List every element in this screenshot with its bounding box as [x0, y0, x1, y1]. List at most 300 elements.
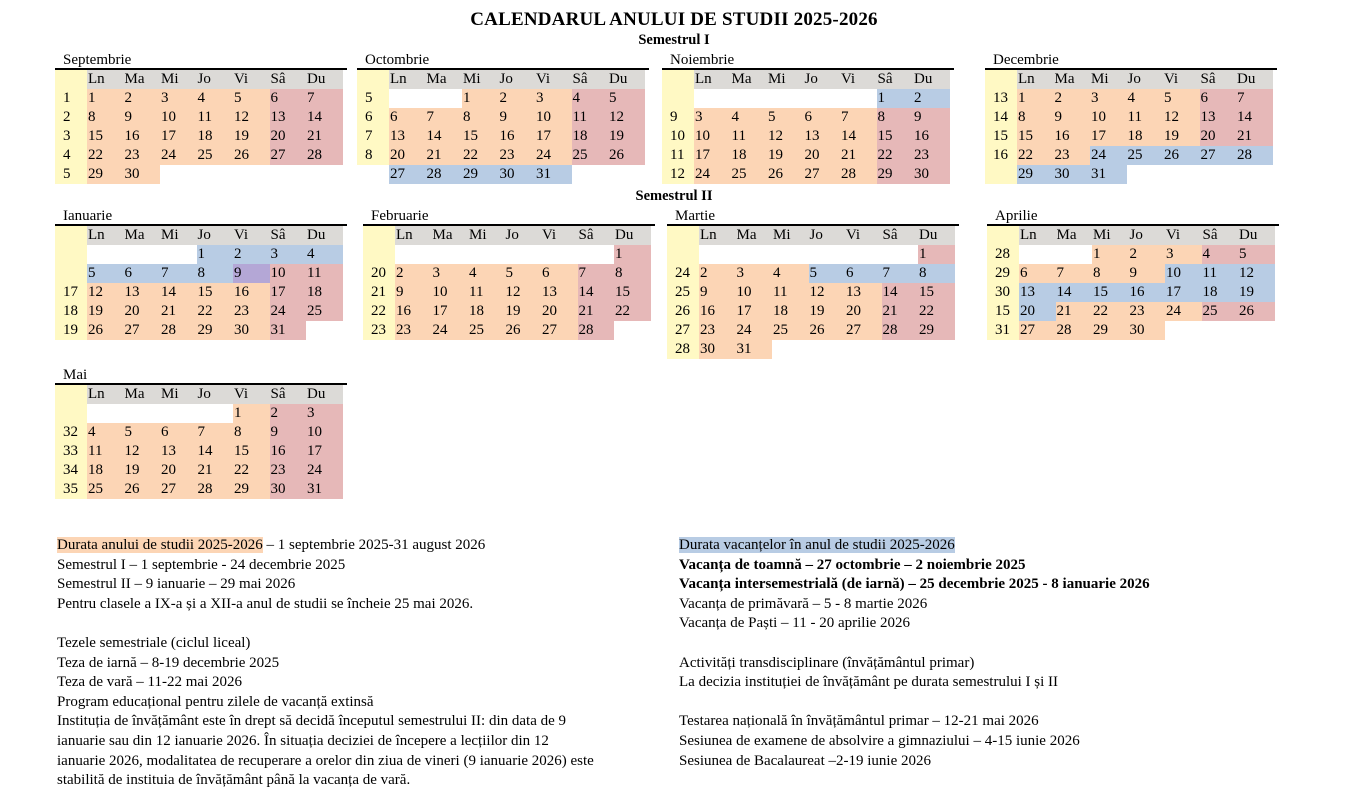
- day-cell: 9: [913, 108, 950, 127]
- notes-left: [57, 536, 594, 791]
- day-cell: [468, 245, 505, 264]
- day-cell: [694, 89, 731, 108]
- day-header: Ma: [432, 226, 469, 245]
- day-cell: 13: [160, 442, 197, 461]
- day-cell: [608, 165, 645, 184]
- day-cell: 19: [505, 302, 542, 321]
- day-cell: 19: [87, 302, 124, 321]
- classes-end-note: Pentru clasele a IX-a și a XII-a anul de studii se încheie 25 mai 2026.: [57, 595, 474, 612]
- day-cell: 15: [918, 283, 955, 302]
- day-cell: 25: [572, 146, 609, 165]
- day-header: Mi: [1092, 226, 1129, 245]
- day-header: Du: [1236, 70, 1273, 89]
- day-cell: 8: [614, 264, 651, 283]
- day-header-row: [357, 70, 649, 89]
- day-cell: [736, 245, 773, 264]
- day-header: Ma: [736, 226, 773, 245]
- day-header: Sâ: [572, 70, 609, 89]
- day-cell: 2: [1054, 89, 1091, 108]
- day-cell: 10: [736, 283, 773, 302]
- month-days-grid: [662, 70, 954, 184]
- day-cell: 7: [1056, 264, 1093, 283]
- day-cell: 3: [306, 404, 343, 423]
- week-row: [55, 404, 347, 423]
- day-cell: 27: [541, 321, 578, 340]
- day-cell: 24: [160, 146, 197, 165]
- day-cell: [578, 245, 615, 264]
- day-cell: 6: [804, 108, 841, 127]
- day-cell: 29: [462, 165, 499, 184]
- day-cell: 15: [614, 283, 651, 302]
- month-name: Martie: [675, 208, 715, 224]
- day-header: Vi: [233, 226, 270, 245]
- day-cell: 28: [1236, 146, 1273, 165]
- week-number: 23: [363, 321, 395, 340]
- day-header: Du: [913, 70, 950, 89]
- day-cell: 28: [426, 165, 463, 184]
- day-cell: 12: [809, 283, 846, 302]
- day-cell: 16: [395, 302, 432, 321]
- day-cell: [1165, 321, 1202, 340]
- day-cell: 27: [1200, 146, 1237, 165]
- day-cell: 25: [1202, 302, 1239, 321]
- month-name: Decembrie: [993, 52, 1059, 68]
- day-header: Du: [306, 226, 343, 245]
- day-cell: 20: [270, 127, 307, 146]
- day-cell: 22: [614, 302, 651, 321]
- day-cell: 2: [499, 89, 536, 108]
- day-cell: 5: [87, 264, 124, 283]
- day-cell: 9: [699, 283, 736, 302]
- day-cell: 2: [1129, 245, 1166, 264]
- week-row: [55, 127, 347, 146]
- day-cell: 13: [541, 283, 578, 302]
- spring-vacation: Vacanța de primăvară – 5 - 8 martie 2026: [679, 595, 928, 612]
- month-days-grid: [55, 70, 347, 184]
- day-cell: 16: [233, 283, 270, 302]
- day-cell: 26: [233, 146, 270, 165]
- day-cell: 13: [124, 283, 161, 302]
- week-row: [987, 283, 1279, 302]
- day-cell: 18: [468, 302, 505, 321]
- week-number: 17: [55, 283, 87, 302]
- week-number: [662, 89, 694, 108]
- day-cell: 5: [233, 89, 270, 108]
- day-cell: [389, 89, 426, 108]
- day-cell: 21: [1056, 302, 1093, 321]
- day-cell: 14: [197, 442, 234, 461]
- day-cell: 20: [541, 302, 578, 321]
- day-cell: 4: [468, 264, 505, 283]
- day-header-row: [985, 70, 1277, 89]
- day-cell: 19: [767, 146, 804, 165]
- day-cell: [270, 165, 307, 184]
- day-cell: 26: [124, 480, 161, 499]
- month-days-grid: [985, 70, 1277, 184]
- day-cell: 28: [840, 165, 877, 184]
- day-cell: 28: [197, 480, 234, 499]
- week-number: 10: [662, 127, 694, 146]
- day-cell: [160, 165, 197, 184]
- day-header-row: [55, 226, 347, 245]
- day-cell: 25: [468, 321, 505, 340]
- week-number: 8: [357, 146, 389, 165]
- day-cell: 28: [882, 321, 919, 340]
- day-cell: [124, 245, 161, 264]
- week-number: 7: [357, 127, 389, 146]
- day-cell: 3: [270, 245, 307, 264]
- week-row: [662, 127, 954, 146]
- day-cell: 15: [462, 127, 499, 146]
- day-header: Ln: [1017, 70, 1054, 89]
- week-row: [985, 165, 1277, 184]
- day-cell: 28: [306, 146, 343, 165]
- week-row: [55, 442, 347, 461]
- day-cell: 17: [535, 127, 572, 146]
- day-cell: 23: [913, 146, 950, 165]
- day-cell: 16: [1129, 283, 1166, 302]
- day-cell: 3: [736, 264, 773, 283]
- month-days-grid: [667, 226, 959, 359]
- day-cell: 1: [1092, 245, 1129, 264]
- week-number: [363, 245, 395, 264]
- day-cell: 24: [1090, 146, 1127, 165]
- day-cell: [124, 404, 161, 423]
- week-number: 15: [987, 302, 1019, 321]
- day-cell: 18: [197, 127, 234, 146]
- day-cell: 21: [882, 302, 919, 321]
- day-cell: 12: [124, 442, 161, 461]
- week-header-cell: [662, 70, 694, 89]
- month-name: Mai: [63, 367, 88, 383]
- day-cell: 23: [699, 321, 736, 340]
- day-cell: [1127, 165, 1164, 184]
- day-cell: 26: [809, 321, 846, 340]
- day-cell: 8: [1092, 264, 1129, 283]
- week-number: 31: [987, 321, 1019, 340]
- day-cell: 23: [1054, 146, 1091, 165]
- week-number: 26: [667, 302, 699, 321]
- day-header: Jo: [804, 70, 841, 89]
- week-number: 24: [667, 264, 699, 283]
- day-header: Mi: [462, 70, 499, 89]
- day-cell: 30: [1054, 165, 1091, 184]
- week-number: 30: [987, 283, 1019, 302]
- day-cell: 7: [578, 264, 615, 283]
- day-header: Vi: [1165, 226, 1202, 245]
- day-cell: 24: [694, 165, 731, 184]
- week-row: [987, 302, 1279, 321]
- day-cell: [614, 321, 651, 340]
- day-cell: 31: [535, 165, 572, 184]
- page-title: CALENDARUL ANULUI DE STUDII 2025-2026: [470, 9, 878, 30]
- day-cell: 7: [882, 264, 919, 283]
- day-cell: 3: [1165, 245, 1202, 264]
- day-cell: 23: [395, 321, 432, 340]
- day-cell: 17: [1165, 283, 1202, 302]
- week-number: 6: [357, 108, 389, 127]
- day-cell: 6: [845, 264, 882, 283]
- day-cell: [1202, 321, 1239, 340]
- day-cell: 9: [124, 108, 161, 127]
- day-cell: [197, 404, 234, 423]
- week-row: [667, 340, 959, 359]
- day-cell: 2: [270, 404, 307, 423]
- day-cell: 9: [499, 108, 536, 127]
- day-header: Sâ: [270, 385, 307, 404]
- day-header: Ma: [1056, 226, 1093, 245]
- day-cell: 4: [306, 245, 343, 264]
- week-number: [667, 245, 699, 264]
- day-header: Sâ: [1200, 70, 1237, 89]
- day-cell: 17: [270, 283, 307, 302]
- week-row: [667, 321, 959, 340]
- day-header: Mi: [160, 70, 197, 89]
- day-cell: 11: [572, 108, 609, 127]
- day-cell: 2: [124, 89, 161, 108]
- day-cell: 20: [389, 146, 426, 165]
- day-cell: 22: [87, 146, 124, 165]
- day-cell: 3: [432, 264, 469, 283]
- day-cell: 19: [1238, 283, 1275, 302]
- week-row: [363, 245, 655, 264]
- day-cell: 5: [1238, 245, 1275, 264]
- day-cell: 12: [608, 108, 645, 127]
- day-header: Ma: [731, 70, 768, 89]
- day-header: Ln: [87, 70, 124, 89]
- week-row: [662, 108, 954, 127]
- day-cell: 18: [1127, 127, 1164, 146]
- week-number: [357, 165, 389, 184]
- day-cell: 7: [1236, 89, 1273, 108]
- week-number: [55, 264, 87, 283]
- day-cell: 26: [1163, 146, 1200, 165]
- day-cell: [160, 245, 197, 264]
- day-header-row: [987, 226, 1279, 245]
- day-header: Ma: [124, 226, 161, 245]
- week-row: [55, 146, 347, 165]
- day-cell: 11: [1127, 108, 1164, 127]
- day-cell: 12: [87, 283, 124, 302]
- baccalaureate-session: Sesiunea de Bacalaureat –2-19 iunie 2026: [679, 752, 931, 769]
- week-number: 22: [363, 302, 395, 321]
- day-cell: 21: [840, 146, 877, 165]
- day-header: Mi: [468, 226, 505, 245]
- day-cell: 25: [87, 480, 124, 499]
- day-cell: 29: [1092, 321, 1129, 340]
- day-cell: 28: [578, 321, 615, 340]
- day-cell: 22: [1017, 146, 1054, 165]
- week-row: [55, 89, 347, 108]
- day-cell: 27: [389, 165, 426, 184]
- day-cell: 31: [1090, 165, 1127, 184]
- day-cell: 6: [389, 108, 426, 127]
- day-cell: [505, 245, 542, 264]
- day-cell: 16: [499, 127, 536, 146]
- day-cell: 12: [1163, 108, 1200, 127]
- day-cell: 18: [772, 302, 809, 321]
- month-name: Septembrie: [63, 52, 132, 68]
- day-cell: 5: [608, 89, 645, 108]
- week-number: 9: [662, 108, 694, 127]
- week-row: [363, 264, 655, 283]
- week-number: 25: [667, 283, 699, 302]
- day-cell: 11: [87, 442, 124, 461]
- day-cell: [840, 89, 877, 108]
- day-cell: 14: [578, 283, 615, 302]
- day-header: Ln: [395, 226, 432, 245]
- semester-2-heading: Semestrul II: [635, 188, 713, 204]
- week-number: 35: [55, 480, 87, 499]
- day-cell: [731, 89, 768, 108]
- day-cell: [426, 89, 463, 108]
- week-row: [357, 89, 649, 108]
- winter-vacation: Vacanța intersemestrială (de iarnă) – 25 decembrie 2025 - 8 ianuarie 2026: [679, 576, 1150, 593]
- day-cell: 18: [87, 461, 124, 480]
- day-cell: 2: [913, 89, 950, 108]
- day-cell: 21: [306, 127, 343, 146]
- day-header-row: [667, 226, 959, 245]
- day-cell: 30: [124, 165, 161, 184]
- day-cell: 2: [233, 245, 270, 264]
- week-row: [55, 283, 347, 302]
- day-cell: 7: [426, 108, 463, 127]
- day-cell: [160, 404, 197, 423]
- day-cell: 28: [160, 321, 197, 340]
- day-cell: 23: [233, 302, 270, 321]
- day-cell: 16: [124, 127, 161, 146]
- day-cell: [1236, 165, 1273, 184]
- day-cell: 27: [124, 321, 161, 340]
- day-cell: 18: [1202, 283, 1239, 302]
- day-header-row: [662, 70, 954, 89]
- day-header: Jo: [505, 226, 542, 245]
- week-row: [662, 89, 954, 108]
- day-cell: 7: [160, 264, 197, 283]
- day-cell: 26: [767, 165, 804, 184]
- week-header-cell: [667, 226, 699, 245]
- day-cell: 9: [395, 283, 432, 302]
- day-cell: 22: [233, 461, 270, 480]
- week-number: 2: [55, 108, 87, 127]
- day-cell: 30: [270, 480, 307, 499]
- day-header: Mi: [767, 70, 804, 89]
- day-cell: 8: [877, 108, 914, 127]
- week-row: [357, 127, 649, 146]
- week-row: [55, 302, 347, 321]
- transdisciplinary-title: Activități transdisciplinare (învățământul primar): [679, 654, 975, 671]
- week-row: [55, 108, 347, 127]
- year-duration-value: – 1 septembrie 2025-31 august 2026: [262, 537, 486, 553]
- day-header: Du: [614, 226, 651, 245]
- day-header: Sâ: [270, 70, 307, 89]
- day-header: Jo: [197, 226, 234, 245]
- day-header: Du: [918, 226, 955, 245]
- day-cell: 14: [882, 283, 919, 302]
- week-number: 12: [662, 165, 694, 184]
- day-cell: 8: [462, 108, 499, 127]
- theses-title: Tezele semestriale (ciclul liceal): [57, 634, 251, 651]
- day-cell: 19: [809, 302, 846, 321]
- day-cell: 22: [877, 146, 914, 165]
- week-header-cell: [55, 70, 87, 89]
- week-header-cell: [987, 226, 1019, 245]
- day-cell: [1163, 165, 1200, 184]
- day-cell: 29: [197, 321, 234, 340]
- day-cell: 21: [578, 302, 615, 321]
- week-number: 5: [55, 165, 87, 184]
- week-number: 15: [985, 127, 1017, 146]
- day-cell: 9: [1129, 264, 1166, 283]
- day-cell: 2: [395, 264, 432, 283]
- day-cell: 4: [1202, 245, 1239, 264]
- day-cell: 12: [767, 127, 804, 146]
- day-header: Sâ: [1202, 226, 1239, 245]
- day-header: Vi: [233, 70, 270, 89]
- day-cell: 16: [270, 442, 307, 461]
- week-row: [667, 264, 959, 283]
- day-header: Ln: [87, 385, 124, 404]
- day-cell: 13: [389, 127, 426, 146]
- day-header: Ma: [426, 70, 463, 89]
- day-cell: 25: [772, 321, 809, 340]
- week-number: 20: [363, 264, 395, 283]
- month-name: Aprilie: [995, 208, 1038, 224]
- day-cell: 24: [270, 302, 307, 321]
- semester-start-note-2: ianuarie sau din 12 ianuarie 2026. În situația deciziei de începere a lecțiilor din 12: [57, 732, 549, 749]
- day-cell: 14: [160, 283, 197, 302]
- day-cell: 1: [197, 245, 234, 264]
- day-cell: 13: [1019, 283, 1056, 302]
- day-cell: [572, 165, 609, 184]
- day-header: Sâ: [877, 70, 914, 89]
- day-cell: 28: [1056, 321, 1093, 340]
- extended-vacation-program: Program educațional pentru zilele de vacanță extinsă: [57, 693, 374, 710]
- day-cell: 5: [1163, 89, 1200, 108]
- day-header: Vi: [233, 385, 270, 404]
- day-cell: 12: [505, 283, 542, 302]
- day-cell: [87, 245, 124, 264]
- day-cell: [845, 340, 882, 359]
- day-cell: [87, 404, 124, 423]
- day-cell: 26: [1238, 302, 1275, 321]
- day-cell: 24: [432, 321, 469, 340]
- week-number: 14: [985, 108, 1017, 127]
- day-cell: [845, 245, 882, 264]
- day-cell: 7: [306, 89, 343, 108]
- day-cell: 4: [772, 264, 809, 283]
- day-cell: 15: [877, 127, 914, 146]
- week-row: [987, 245, 1279, 264]
- day-cell: [541, 245, 578, 264]
- week-number: 28: [987, 245, 1019, 264]
- day-cell: 17: [160, 127, 197, 146]
- day-cell: 16: [913, 127, 950, 146]
- week-number: 16: [985, 146, 1017, 165]
- day-cell: 23: [270, 461, 307, 480]
- day-cell: 12: [233, 108, 270, 127]
- day-cell: 17: [694, 146, 731, 165]
- week-header-cell: [357, 70, 389, 89]
- day-cell: 6: [124, 264, 161, 283]
- day-header: Ln: [1019, 226, 1056, 245]
- day-cell: 16: [1054, 127, 1091, 146]
- day-cell: 4: [731, 108, 768, 127]
- day-header: Mi: [160, 385, 197, 404]
- day-cell: 4: [197, 89, 234, 108]
- day-header: Mi: [772, 226, 809, 245]
- day-cell: 20: [804, 146, 841, 165]
